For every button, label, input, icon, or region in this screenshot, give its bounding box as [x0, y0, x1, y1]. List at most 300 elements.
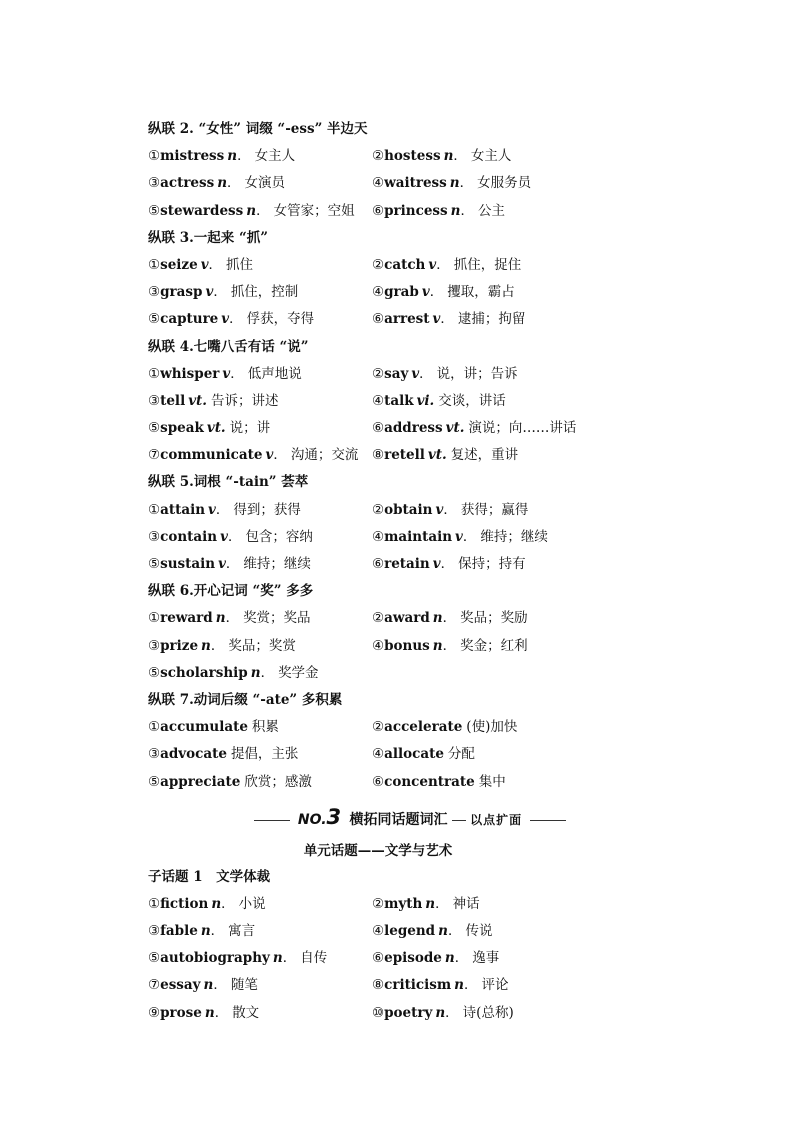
item-pos: n — [432, 637, 443, 654]
item-separator: ． — [227, 175, 241, 192]
vocab-item — [372, 497, 528, 524]
item-word: tell — [160, 392, 186, 409]
vocab-item — [148, 551, 311, 578]
subtopic-section — [148, 864, 608, 1027]
item-number: ③ — [148, 528, 161, 545]
item-word: catch — [384, 256, 426, 273]
item-meaning: 神话 — [452, 895, 480, 912]
vocab-row — [148, 918, 608, 945]
item-pos: n — [444, 950, 455, 967]
vocab-row — [148, 524, 608, 551]
item-word: grasp — [160, 284, 203, 301]
item-meaning: 说；讲 — [229, 420, 271, 437]
item-number: ③ — [148, 637, 161, 654]
item-word: speak — [160, 420, 204, 437]
vocab-row — [148, 143, 608, 170]
item-separator: ． — [229, 311, 243, 328]
vocab-item — [148, 741, 298, 768]
vocab-item — [148, 252, 253, 279]
item-word: grab — [384, 284, 419, 301]
vocab-row — [148, 170, 608, 197]
item-pos: v — [265, 447, 274, 464]
vocab-item — [372, 551, 526, 578]
item-separator: ． — [447, 923, 462, 940]
item-meaning: 女管家；空姐 — [273, 202, 355, 219]
banner-rule-right — [530, 820, 566, 821]
item-meaning: 寓言 — [228, 923, 256, 940]
vocab-row — [148, 279, 608, 306]
item-word: criticism — [384, 977, 452, 994]
item-word: princess — [384, 202, 448, 219]
item-word: whisper — [160, 365, 220, 382]
item-word: bonus — [384, 637, 430, 654]
item-separator: ． — [442, 610, 457, 627]
vocab-row — [148, 361, 608, 388]
vocab-row — [148, 388, 608, 415]
vocab-row — [148, 891, 608, 918]
item-separator: ． — [435, 895, 449, 912]
item-pos: n — [438, 923, 448, 940]
item-pos: v — [200, 256, 209, 273]
vocab-item — [148, 497, 301, 524]
vocab-item — [372, 891, 480, 918]
item-number: ⑧ — [372, 977, 385, 994]
item-separator: ． — [227, 528, 242, 545]
item-separator: ． — [442, 637, 457, 654]
item-pos: v — [220, 528, 228, 545]
item-meaning: 自传 — [300, 950, 328, 967]
item-pos: n — [211, 895, 222, 912]
item-number: ① — [148, 256, 161, 273]
item-meaning: 复述，重讲 — [450, 447, 519, 464]
item-pos: vt. — [427, 447, 447, 464]
item-number: ④ — [372, 637, 385, 654]
vocab-row — [148, 714, 608, 741]
item-pos: n — [454, 977, 464, 994]
item-meaning: 沟通；交流 — [290, 447, 359, 464]
item-pos: n — [201, 637, 211, 654]
vocab-item — [148, 143, 295, 170]
item-number: ② — [372, 365, 385, 382]
item-number: ④ — [372, 923, 385, 940]
vocab-item — [372, 945, 499, 972]
item-meaning: 低声地说 — [247, 365, 302, 382]
item-pos: v — [428, 256, 437, 273]
item-separator: ． — [436, 256, 450, 273]
item-word: obtain — [384, 501, 433, 518]
item-word: communicate — [160, 447, 263, 464]
vocab-item — [148, 524, 313, 551]
item-meaning: 维持；继续 — [480, 528, 548, 545]
item-pos: v — [205, 284, 214, 301]
item-separator: ． — [460, 202, 474, 219]
item-number: ⑤ — [148, 556, 161, 572]
item-word: autobiography — [160, 950, 270, 967]
vocab-item — [372, 170, 531, 197]
section-heading: 子话题 1 文学体裁 — [148, 868, 271, 885]
item-meaning: 小说 — [238, 895, 266, 912]
item-pos: v — [432, 311, 441, 328]
vocab-item — [372, 279, 515, 306]
item-meaning: 抓住，控制 — [230, 284, 299, 301]
item-pos: v — [218, 556, 226, 572]
item-word: say — [384, 365, 409, 382]
item-separator: ． — [462, 528, 477, 545]
item-number: ⑩ — [372, 1004, 385, 1021]
vocab-row — [148, 1000, 608, 1027]
item-word: essay — [160, 977, 201, 994]
item-meaning: 演说；向……讲话 — [468, 420, 577, 437]
item-pos: v — [208, 501, 216, 518]
item-number: ② — [372, 501, 385, 518]
item-meaning: 抓住 — [226, 256, 254, 273]
vocab-item — [148, 388, 278, 415]
vocab-item — [148, 279, 298, 306]
item-separator: ． — [273, 447, 287, 464]
vocab-item — [372, 252, 521, 279]
item-pos: v — [411, 365, 420, 382]
vocab-item — [372, 143, 511, 170]
item-word: poetry — [384, 1004, 433, 1021]
item-word: episode — [384, 950, 442, 967]
vocab-item — [148, 1000, 259, 1027]
item-separator: ． — [208, 256, 223, 273]
vocab-row — [148, 741, 608, 768]
vocab-item — [148, 415, 270, 442]
unit-topic-title: 单元话题——文学与艺术 — [303, 842, 453, 859]
vocab-item — [372, 918, 492, 945]
banner-rule-left — [254, 820, 290, 821]
vocab-item — [148, 633, 296, 660]
item-pos: v — [455, 528, 463, 545]
item-separator: ． — [459, 175, 474, 192]
item-word: hostess — [384, 148, 441, 165]
vocab-item — [372, 972, 509, 999]
item-meaning: 散文 — [232, 1004, 260, 1021]
banner-subtitle: 以点扩面 — [470, 812, 523, 827]
vocab-row — [148, 252, 608, 279]
item-separator: ． — [454, 950, 469, 967]
vocab-row — [148, 605, 608, 632]
item-number: ② — [372, 256, 385, 273]
item-meaning: 积累 — [251, 719, 279, 736]
item-word: accumulate — [160, 719, 248, 736]
item-number: ⑤ — [148, 420, 161, 437]
item-number: ⑤ — [148, 311, 161, 328]
item-meaning: 欣赏；感激 — [244, 773, 312, 790]
section-heading: 纵联 7.动词后缀 “-ate” 多积累 — [148, 691, 343, 708]
item-meaning: 交谈，讲话 — [438, 392, 506, 409]
section-banner — [252, 796, 568, 838]
item-pos: v — [432, 556, 441, 572]
item-number: ⑥ — [372, 202, 385, 219]
item-separator: ． — [213, 977, 227, 994]
vocab-item — [372, 442, 518, 469]
item-number: ④ — [372, 528, 385, 545]
vocab-row — [148, 497, 608, 524]
item-meaning: 随笔 — [230, 977, 258, 994]
item-number: ③ — [148, 392, 161, 409]
item-meaning: 奖学金 — [278, 664, 319, 681]
item-number: ④ — [372, 284, 385, 301]
vocab-item — [372, 605, 528, 632]
item-meaning: 女主人 — [470, 148, 512, 165]
item-separator: ． — [225, 610, 240, 627]
banner-rule-mid — [452, 820, 466, 821]
item-word: stewardess — [160, 202, 244, 219]
item-pos: n — [204, 1004, 215, 1021]
vocab-item — [372, 388, 506, 415]
item-number: ③ — [148, 923, 161, 940]
section-heading: 纵联 3.一起来 “抓” — [148, 229, 269, 246]
item-meaning: 包含；容纳 — [245, 528, 313, 545]
item-pos: v — [222, 365, 231, 382]
item-meaning: 公主 — [477, 202, 505, 219]
section-heading: 纵联 4.七嘴八舌有话 “说” — [148, 338, 309, 355]
item-pos: n — [272, 950, 283, 967]
banner-title: 横拓同话题词汇 — [349, 811, 448, 828]
item-meaning: 奖品；奖励 — [460, 610, 528, 627]
item-meaning: 分配 — [447, 746, 475, 763]
item-separator: ． — [215, 501, 230, 518]
item-word: capture — [160, 311, 219, 328]
vocab-item — [148, 605, 311, 632]
item-number: ③ — [148, 175, 161, 192]
item-word: attain — [160, 501, 206, 518]
item-word: prose — [160, 1004, 202, 1021]
item-pos: n — [227, 148, 238, 165]
item-number: ① — [148, 148, 161, 165]
item-word: allocate — [384, 746, 444, 763]
vocab-item — [148, 361, 302, 388]
item-meaning: 女主人 — [254, 148, 296, 165]
item-number: ⑥ — [372, 420, 385, 437]
vocab-row — [148, 306, 608, 333]
item-separator: ． — [440, 556, 455, 572]
vocab-item — [372, 714, 517, 741]
item-separator: ． — [260, 664, 275, 681]
item-meaning: 告诉；讲述 — [210, 392, 279, 409]
vocab-item — [148, 170, 285, 197]
item-word: retell — [384, 447, 425, 464]
vocab-row — [148, 945, 608, 972]
item-pos: vt. — [445, 420, 465, 437]
item-word: concentrate — [384, 773, 475, 790]
vocab-row — [148, 972, 608, 999]
item-separator: ． — [221, 895, 235, 912]
item-pos: n — [435, 1004, 446, 1021]
vocab-row — [148, 551, 608, 578]
item-meaning: 逸事 — [472, 950, 500, 967]
item-word: sustain — [160, 556, 216, 572]
item-meaning: 逮捕；拘留 — [457, 311, 526, 328]
item-meaning: (使)加快 — [466, 719, 518, 736]
item-word: actress — [160, 175, 215, 192]
item-meaning: 提倡，主张 — [230, 746, 299, 763]
item-pos: n — [203, 977, 214, 994]
vocab-item — [372, 524, 548, 551]
item-number: ③ — [148, 284, 161, 301]
item-pos: vt. — [206, 420, 226, 437]
item-meaning: 获得；赢得 — [460, 501, 529, 518]
item-pos: n — [425, 895, 436, 912]
item-word: myth — [384, 895, 423, 912]
item-number: ⑧ — [372, 447, 385, 464]
vocab-row — [148, 415, 608, 442]
item-separator: ． — [213, 284, 227, 301]
item-word: award — [384, 610, 430, 627]
item-word: maintain — [384, 528, 453, 545]
item-word: fiction — [160, 895, 209, 912]
vocab-row — [148, 660, 608, 687]
vocab-item — [372, 633, 528, 660]
item-number: ② — [372, 148, 385, 165]
vocab-row — [148, 769, 608, 796]
item-number: ① — [148, 719, 161, 736]
item-word: address — [384, 420, 443, 437]
item-separator: ． — [282, 950, 297, 967]
item-separator: ． — [225, 556, 240, 572]
section-heading: 纵联 5.词根 “-tain” 荟萃 — [148, 474, 309, 491]
item-word: contain — [160, 528, 218, 545]
vocabulary-content — [148, 116, 608, 1027]
vocab-row — [148, 633, 608, 660]
item-separator: ． — [419, 365, 433, 382]
item-meaning: 维持；继续 — [243, 556, 311, 572]
item-meaning: 保持；持有 — [458, 556, 526, 572]
item-separator: ． — [445, 1004, 459, 1021]
item-number: ② — [372, 719, 385, 736]
vocab-item — [372, 415, 576, 442]
vocab-item — [372, 361, 518, 388]
vocab-item — [372, 198, 505, 225]
item-meaning: 俘获，夺得 — [246, 311, 315, 328]
item-number: ② — [372, 895, 385, 912]
section-heading: 纵联 2. “女性” 词缀 “-ess” 半边天 — [148, 121, 368, 137]
item-separator: ． — [443, 501, 457, 518]
item-separator: ． — [230, 365, 244, 382]
item-number: ④ — [372, 392, 385, 409]
item-pos: n — [246, 202, 257, 219]
item-meaning: 说，讲；告诉 — [436, 365, 518, 382]
item-meaning: 评论 — [481, 977, 509, 994]
item-separator: ． — [256, 202, 270, 219]
item-meaning: 女服务员 — [477, 175, 532, 192]
item-number: ④ — [372, 175, 385, 192]
item-meaning: 抓住，捉住 — [453, 256, 522, 273]
vocab-item — [372, 741, 475, 768]
item-word: retain — [384, 556, 430, 572]
item-number: ⑤ — [148, 773, 161, 790]
item-pos: vt. — [188, 392, 207, 409]
item-separator: ． — [210, 637, 225, 654]
item-meaning: 得到；获得 — [233, 501, 301, 518]
item-number: ⑤ — [148, 950, 161, 967]
vocab-item — [148, 972, 258, 999]
item-word: waitress — [384, 175, 447, 192]
item-number: ⑥ — [372, 311, 385, 328]
item-meaning: 奖金；红利 — [460, 637, 528, 654]
item-meaning: 奖品；奖赏 — [228, 637, 296, 654]
item-number: ① — [148, 895, 161, 912]
item-meaning: 女演员 — [244, 175, 286, 192]
item-pos: n — [432, 610, 443, 627]
item-pos: n — [443, 148, 454, 165]
item-meaning: 攫取，霸占 — [447, 284, 515, 301]
vocab-item — [372, 1000, 514, 1027]
item-word: reward — [160, 610, 213, 627]
item-number: ② — [372, 610, 385, 627]
item-word: arrest — [384, 311, 430, 328]
item-separator: ． — [453, 148, 467, 165]
vocab-item — [372, 306, 525, 333]
vocab-item — [148, 945, 327, 972]
item-pos: v — [221, 311, 230, 328]
vocab-item — [148, 769, 312, 796]
item-pos: v — [435, 501, 444, 518]
item-number: ⑨ — [148, 1004, 161, 1021]
item-number: ① — [148, 365, 161, 382]
vertical-link-sections — [148, 116, 608, 796]
item-meaning: 集中 — [478, 773, 506, 790]
vocab-item — [148, 714, 279, 741]
item-word: accelerate — [384, 719, 463, 736]
section-heading: 纵联 6.开心记词 “奖” 多多 — [148, 583, 314, 600]
item-number: ⑥ — [372, 950, 385, 967]
item-word: fable — [160, 923, 198, 940]
vocab-row — [148, 198, 608, 225]
item-number: ④ — [372, 746, 385, 763]
item-word: legend — [384, 923, 436, 940]
vocab-item — [148, 198, 355, 225]
item-pos: v — [421, 284, 430, 301]
item-number: ⑥ — [372, 556, 385, 572]
item-word: mistress — [160, 148, 225, 165]
vocab-item — [148, 306, 314, 333]
item-number: ① — [148, 501, 161, 518]
vocab-item — [372, 769, 506, 796]
item-separator: ． — [214, 1004, 229, 1021]
item-number: ⑤ — [148, 664, 161, 681]
item-meaning: 奖赏；奖品 — [243, 610, 311, 627]
item-number: ⑥ — [372, 773, 385, 790]
item-number: ⑦ — [148, 977, 161, 994]
item-pos: n — [450, 202, 461, 219]
banner-no: NO. — [297, 811, 327, 828]
vocab-item — [148, 660, 319, 687]
item-word: talk — [384, 392, 414, 409]
item-pos: n — [250, 664, 261, 681]
vocab-row — [148, 442, 608, 469]
vocab-item — [148, 918, 255, 945]
item-separator: ． — [210, 923, 225, 940]
item-number: ③ — [148, 746, 161, 763]
item-word: appreciate — [160, 773, 241, 790]
item-word: scholarship — [160, 664, 248, 681]
banner-number: 3 — [326, 804, 342, 829]
item-meaning: 传说 — [465, 923, 493, 940]
item-meaning: 诗(总称) — [462, 1004, 514, 1021]
vocab-item — [148, 891, 266, 918]
item-word: advocate — [160, 746, 227, 763]
item-pos: n — [449, 175, 460, 192]
item-number: ⑤ — [148, 202, 161, 219]
item-separator: ． — [237, 148, 251, 165]
item-pos: n — [217, 175, 228, 192]
vocab-item — [148, 442, 358, 469]
item-number: ⑦ — [148, 447, 161, 464]
item-pos: n — [200, 923, 211, 940]
